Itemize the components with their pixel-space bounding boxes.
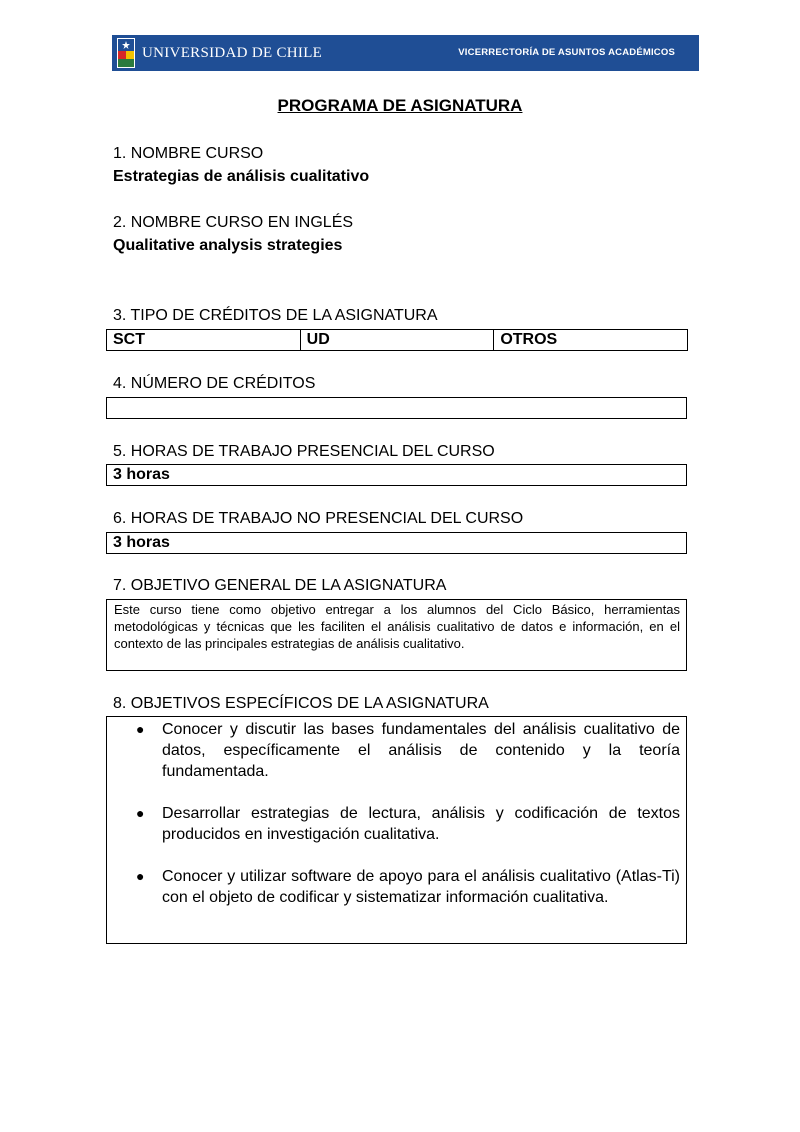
section-6-title: 6. HORAS DE TRABAJO NO PRESENCIAL DEL CURSO [113,510,524,527]
section-2-title: 2. NOMBRE CURSO EN INGLÉS [113,214,354,231]
specific-objectives-list [107,719,686,908]
credits-number-box [106,397,687,419]
objective-text: Desarrollar estrategias de lectura, análisis y codificación de textos producidos en investigación cualitativa. [162,805,680,843]
presential-hours-value: 3 horas [113,466,170,483]
university-crest-icon [117,38,135,68]
university-name: UNIVERSIDAD DE CHILE [142,45,323,61]
section-3-title: 3. TIPO DE CRÉDITOS DE LA ASIGNATURA [113,307,438,324]
list-item [107,719,686,782]
credit-type-sct: SCT [107,330,301,351]
section-5-title: 5. HORAS DE TRABAJO PRESENCIAL DEL CURSO [113,443,495,460]
specific-objectives-box [106,716,687,944]
section-8-title: 8. OBJETIVOS ESPECÍFICOS DE LA ASIGNATURA [113,695,489,712]
general-objective-box [106,599,687,671]
page-title: PROGRAMA DE ASIGNATURA [277,96,523,115]
credit-type-ud: UD [300,330,494,351]
non-presential-hours-value: 3 horas [113,534,170,551]
course-name: Estrategias de análisis cualitativo [113,168,370,185]
bullet-icon: ● [136,805,145,821]
presential-hours-box [106,464,687,486]
section-4-title: 4. NÚMERO DE CRÉDITOS [113,375,316,392]
vice-rectory-label: VICERRECTORÍA DE ASUNTOS ACADÉMICOS [458,47,675,58]
section-7-title: 7. OBJETIVO GENERAL DE LA ASIGNATURA [113,577,447,594]
objective-text: Conocer y discutir las bases fundamentales del análisis cualitativo de datos, específicamente el análisis de contenido y la teoría fundamentada. [162,721,680,780]
course-name-english: Qualitative analysis strategies [113,237,343,254]
list-item [107,803,686,845]
bullet-icon: ● [136,721,145,737]
credit-type-table [106,329,688,351]
non-presential-hours-box [106,532,687,554]
general-objective-text: Este curso tiene como objetivo entregar a los alumnos del Ciclo Básico, herramientas metodológicas y técnicas que les faciliten el análisis cualitativo de datos e información, en el contexto de las principales estrategias de análisis cualitativo. [114,602,680,651]
list-item [107,866,686,908]
section-1-title: 1. NOMBRE CURSO [113,145,264,162]
objective-text: Conocer y utilizar software de apoyo para el análisis cualitativo (Atlas-Ti) con el objeto de codificar y sistematizar información cualitativa. [162,868,680,906]
header-band [112,35,699,71]
bullet-icon: ● [136,868,145,884]
credit-type-otros: OTROS [494,330,688,351]
